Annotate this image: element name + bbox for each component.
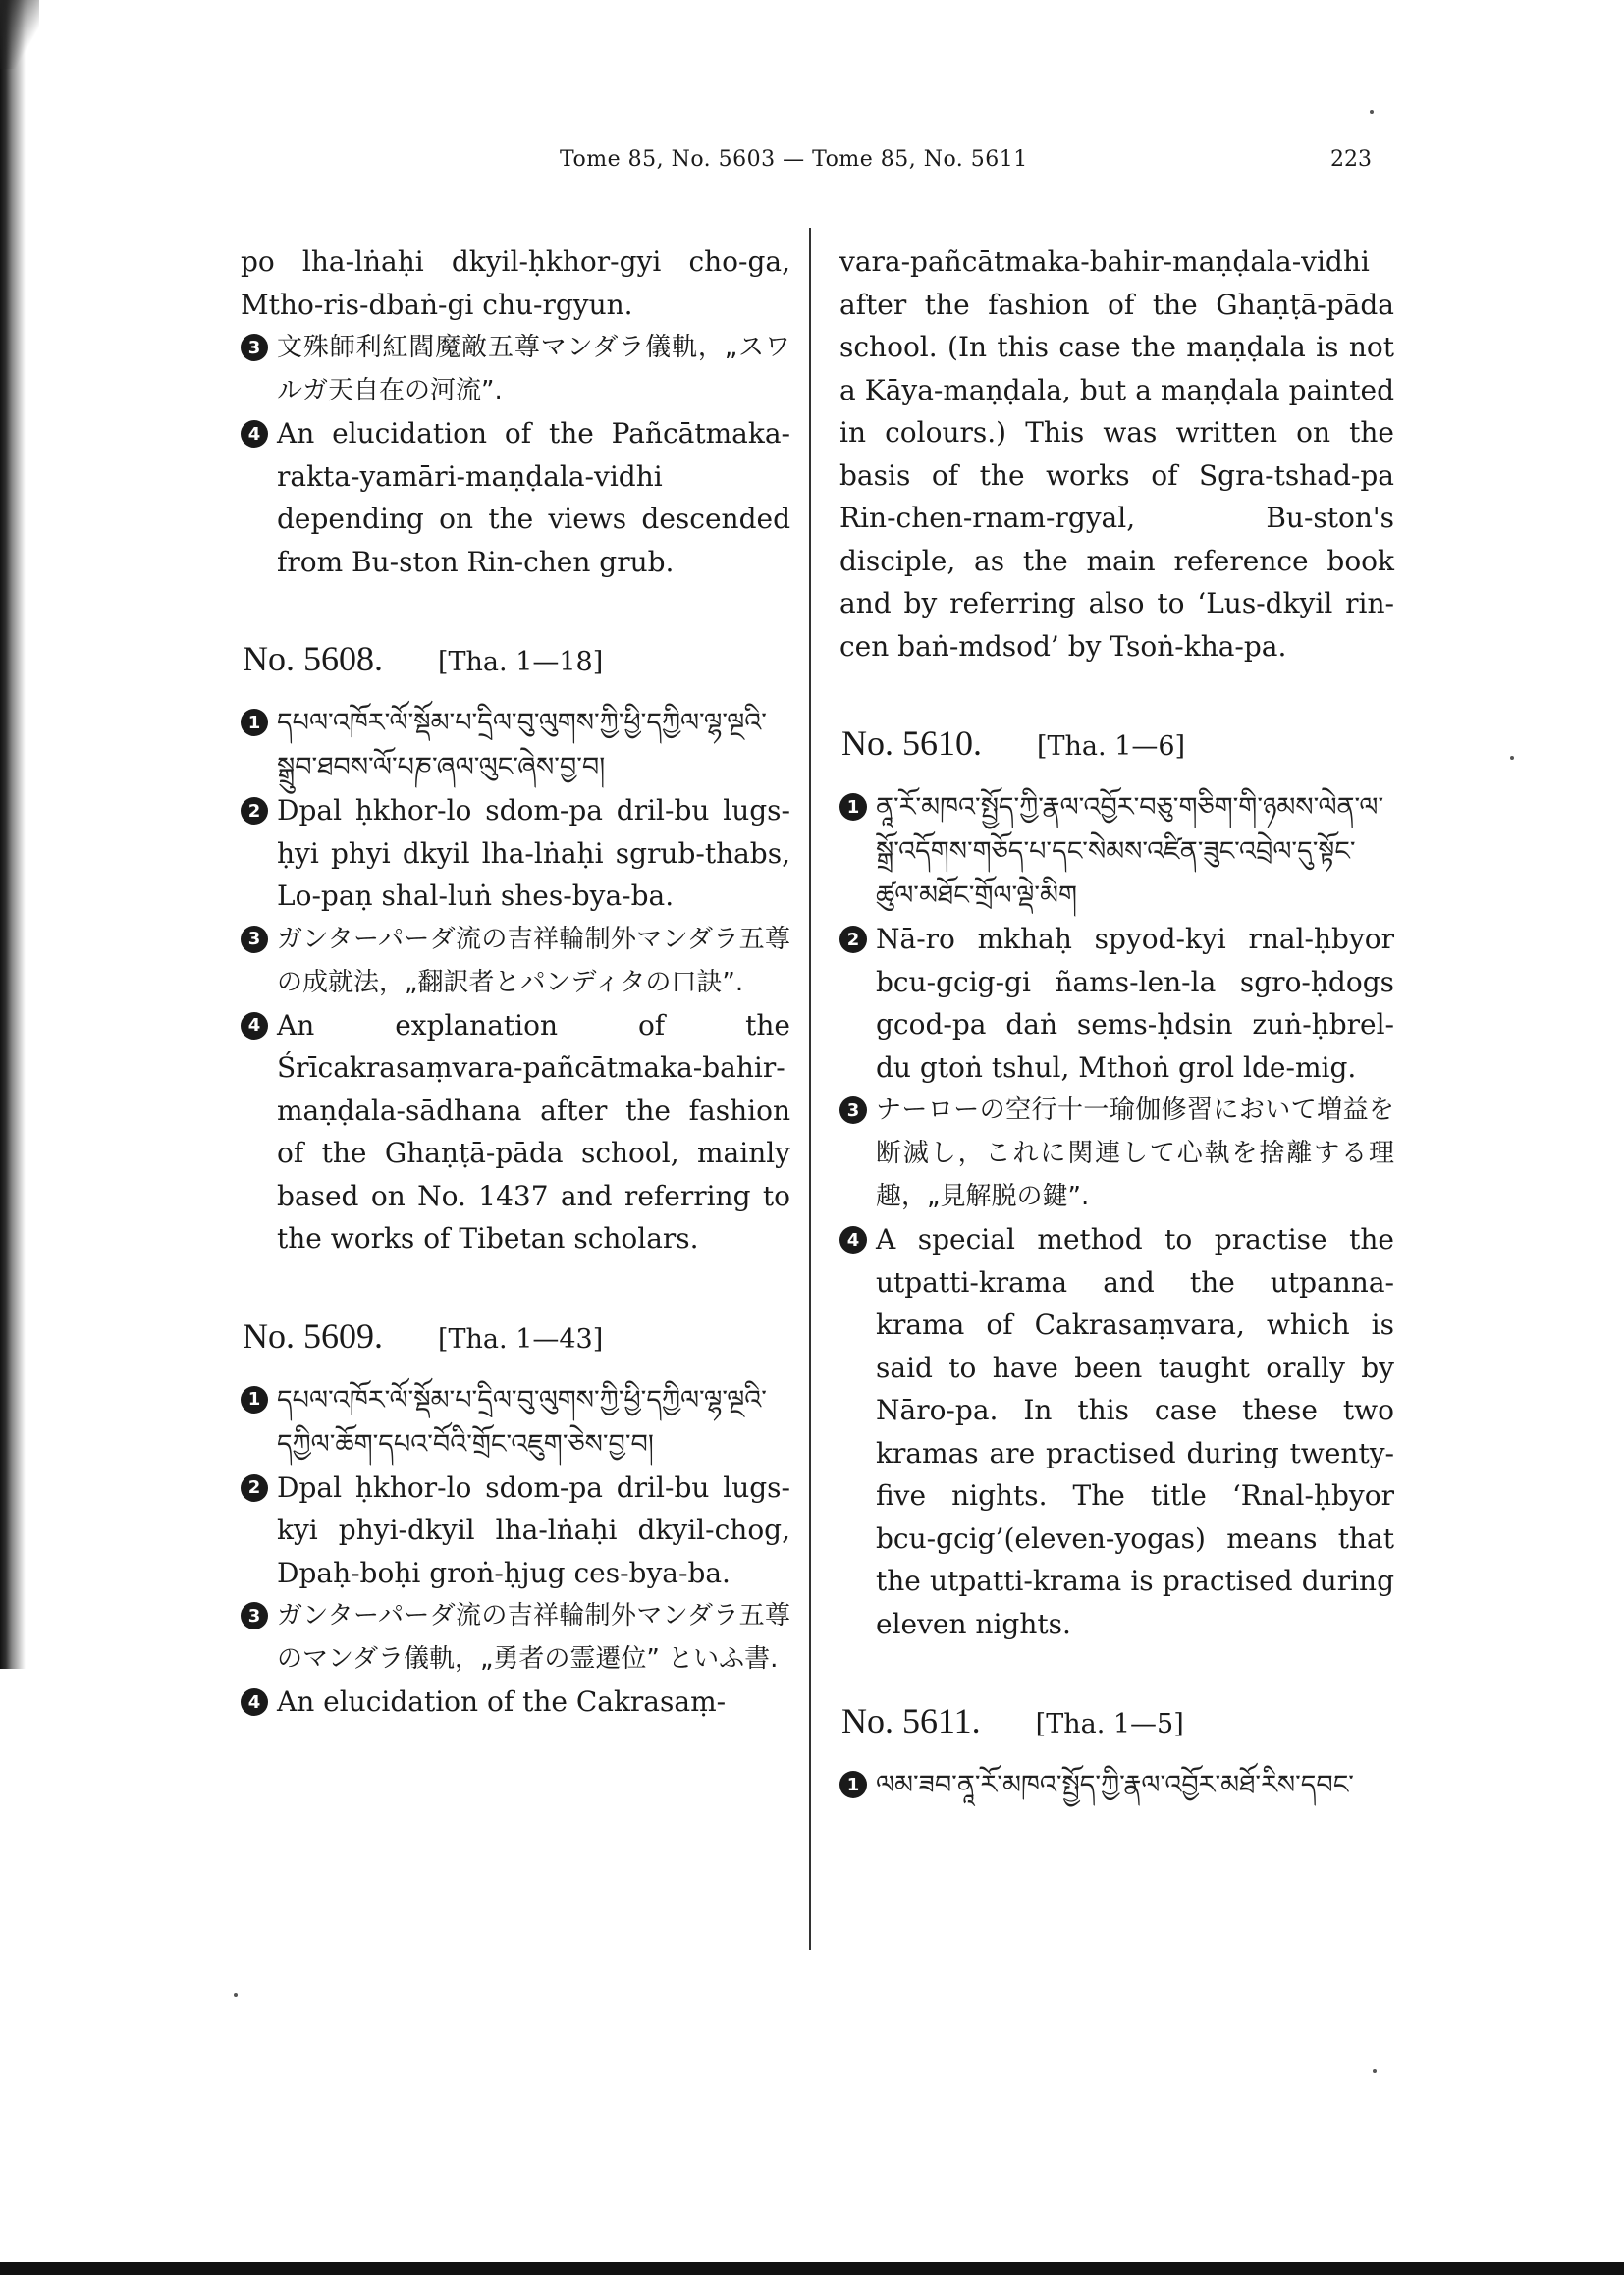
circled-number-marker: 3 [839, 1096, 867, 1124]
japanese-title: ガンターパーダ流の吉祥輪制外マンダラ五尊のマンダラ儀軌，„勇者の霊遷位” といふ書. [277, 1601, 790, 1674]
circled-number-marker: 1 [241, 709, 268, 736]
transliterated-title: Nā-ro mkhaḥ spyod-kyi rnal-ḥbyor bcu-gcig-gi ñams-len-la sgro-ḥdogs gcod-pa daṅ sems-ḥdsin zuṅ-ḥbrel-du gtoṅ tshul, Mthoṅ grol lde-mig. [876, 923, 1394, 1084]
entry-reference: [Tha. 1—5] [1035, 1709, 1184, 1739]
scan-bottom-edge [0, 2262, 1624, 2275]
circled-number-marker: 4 [241, 1012, 268, 1040]
entry-heading [241, 1315, 790, 1357]
catalog-item [241, 701, 790, 789]
catalog-entry [241, 1315, 790, 1724]
circled-number-marker: 3 [241, 1602, 268, 1629]
circled-number-marker: 3 [241, 926, 268, 953]
entry-number: No. 5608. [243, 639, 383, 678]
catalog-item [241, 1378, 790, 1467]
tibetan-title: ནཱ་རོ་མཁའ་སྤྱོད་ཀྱི་རྣལ་འབྱོར་བཅུ་གཅིག་གི་ཉམས་ལེན་ལ་སྒྲོ་འདོགས་གཅོད་པ་དང་སེམས་འཛིན་ཟུང་འབྲེལ་དུ་སྟོང་ཚུལ་མཐོང་གྲོལ་ལྡེ་མིག [876, 792, 1384, 911]
entry-heading [241, 638, 790, 679]
circled-number-marker: 4 [241, 1688, 268, 1716]
english-description: An elucidation of the Cakrasaṃ- [277, 1685, 727, 1718]
japanese-title: ガンターパーダ流の吉祥輪制外マンダラ五尊の成就法，„翻訳者とパンディタの口訣”. [277, 924, 790, 997]
circled-number-marker: 1 [839, 793, 867, 821]
catalog-entry [839, 1700, 1394, 1807]
catalog-item [839, 1763, 1394, 1807]
scan-corner-shadow [0, 0, 39, 69]
transliterated-title: Dpal ḥkhor-lo sdom-pa dril-bu lugs-kyi phyi-dkyil lha-lṅaḥi dkyil-chog, Dpaḥ-boḥi groṅ-ḥjug ces-bya-ba. [277, 1470, 790, 1589]
page-number: 223 [1330, 147, 1372, 172]
entry-reference: [Tha. 1—6] [1037, 731, 1186, 762]
catalog-item [241, 412, 790, 583]
circled-number-marker: 2 [839, 926, 867, 953]
transliterated-title: Dpal ḥkhor-lo sdom-pa dril-bu lugs-ḥyi phyi dkyil lha-lṅaḥi sgrub-thabs, Lo-paṇ shal-luṅ shes-bya-ba. [277, 794, 790, 912]
tibetan-title: དཔལ་འཁོར་ལོ་སྡོམ་པ་དྲིལ་བུ་ལུགས་ཀྱི་ཕྱི་དཀྱིལ་ལྷ་ལྔའི་སྒྲུབ་ཐབས་ལོ་པཎ་ཞལ་ལུང་ཞེས་བྱ་བ། [277, 708, 767, 782]
continuation-text: vara-pañcātmaka-bahir-maṇḍala-vidhi after the fashion of the Ghaṇṭā-pāda school. (In this case the maṇḍala is not a Kāya-maṇḍala, but a maṇḍala painted in colours.) This was written on the basis of the works of Sgra-tshad-pa Rin-chen-rnam-rgyal, Bu-ston's disciple, as the main reference book and by referring also to ‘Lus-dkyil rin-cen baṅ-mdsod’ by Tsoṅ-kha-pa. [839, 245, 1394, 663]
entry-heading [839, 722, 1394, 764]
catalog-item [839, 785, 1394, 918]
circled-number-marker: 1 [839, 1771, 867, 1798]
catalog-item [839, 1089, 1394, 1218]
entry-number: No. 5611. [841, 1701, 981, 1740]
catalog-item [839, 918, 1394, 1089]
right-column [839, 240, 1394, 1807]
english-description: An elucidation of the Pañcātmaka-rakta-yamāri-maṇḍala-vidhi depending on the views descended from Bu-ston Rin-chen grub. [277, 417, 790, 578]
scan-speck [234, 1993, 238, 1997]
catalog-entry [241, 638, 790, 1260]
english-description: A special method to practise the utpatti-krama and the utpanna-krama of Cakrasaṃvara, which is said to have been taught orally by Nāro-pa. In this case these two kramas are practised during twenty-five nights. The title ‘Rnal-ḥbyor bcu-gcig’(eleven-yogas) means that the utpatti-krama is practised during eleven nights. [876, 1223, 1394, 1640]
catalog-item [241, 918, 790, 1004]
japanese-title: ナーローの空行十一瑜伽修習において増益を断滅し，これに関連して心執を捨離する理趣，„見解脱の鍵”. [876, 1095, 1394, 1211]
catalog-item [241, 1681, 790, 1724]
catalog-item [241, 326, 790, 412]
scan-speck [1373, 2069, 1377, 2073]
circled-number-marker: 4 [241, 420, 268, 448]
catalog-entry [839, 722, 1394, 1645]
circled-number-marker: 1 [241, 1386, 268, 1414]
circled-number-marker: 2 [241, 1474, 268, 1502]
continuation-text: po lha-lṅaḥi dkyil-ḥkhor-gyi cho-ga, Mtho-ris-dbaṅ-gi chu-rgyun. [241, 245, 790, 321]
catalog-item [241, 1594, 790, 1681]
catalog-item [241, 1467, 790, 1595]
circled-number-marker: 3 [241, 334, 268, 361]
circled-number-marker: 4 [839, 1226, 867, 1254]
circled-number-marker: 2 [241, 797, 268, 825]
entry-number: No. 5609. [243, 1315, 383, 1356]
entry-reference: [Tha. 1—43] [438, 1323, 604, 1355]
entry-reference: [Tha. 1—18] [438, 647, 604, 677]
scan-speck [1370, 110, 1374, 114]
catalog-item [839, 1218, 1394, 1645]
scan-speck [1510, 756, 1514, 760]
tibetan-title: ལམ་ཟབ་ནཱ་རོ་མཁའ་སྤྱོད་ཀྱི་རྣལ་འབྱོར་མཐོ་རིས་དབང་ [876, 1770, 1354, 1800]
column-divider [809, 228, 811, 1950]
left-column [241, 240, 790, 1724]
english-description: An explanation of the Śrīcakrasaṃvara-pañcātmaka-bahir-maṇḍala-sādhana after the fashion of the Ghaṇṭā-pāda school, mainly based on No. 1437 and referring to the works of Tibetan scholars. [277, 1008, 790, 1255]
entry-number: No. 5610. [841, 723, 982, 763]
tibetan-title: དཔལ་འཁོར་ལོ་སྡོམ་པ་དྲིལ་བུ་ལུགས་ཀྱི་ཕྱི་དཀྱིལ་ལྷ་ལྔའི་དཀྱིལ་ཆོག་དཔའ་བོའི་གྲོང་འཇུག་ཅེས་བྱ་བ། [277, 1384, 767, 1460]
entry-heading [839, 1700, 1394, 1741]
catalog-item [241, 789, 790, 918]
scan-shadow-edge [0, 0, 26, 1669]
running-head: Tome 85, No. 5603 — Tome 85, No. 5611 [560, 147, 1028, 172]
japanese-title: 文殊師利紅閻魔敵五尊マンダラ儀軌，„スワルガ天自在の河流”. [277, 333, 790, 405]
catalog-item [241, 1004, 790, 1260]
page-header [0, 147, 1624, 187]
